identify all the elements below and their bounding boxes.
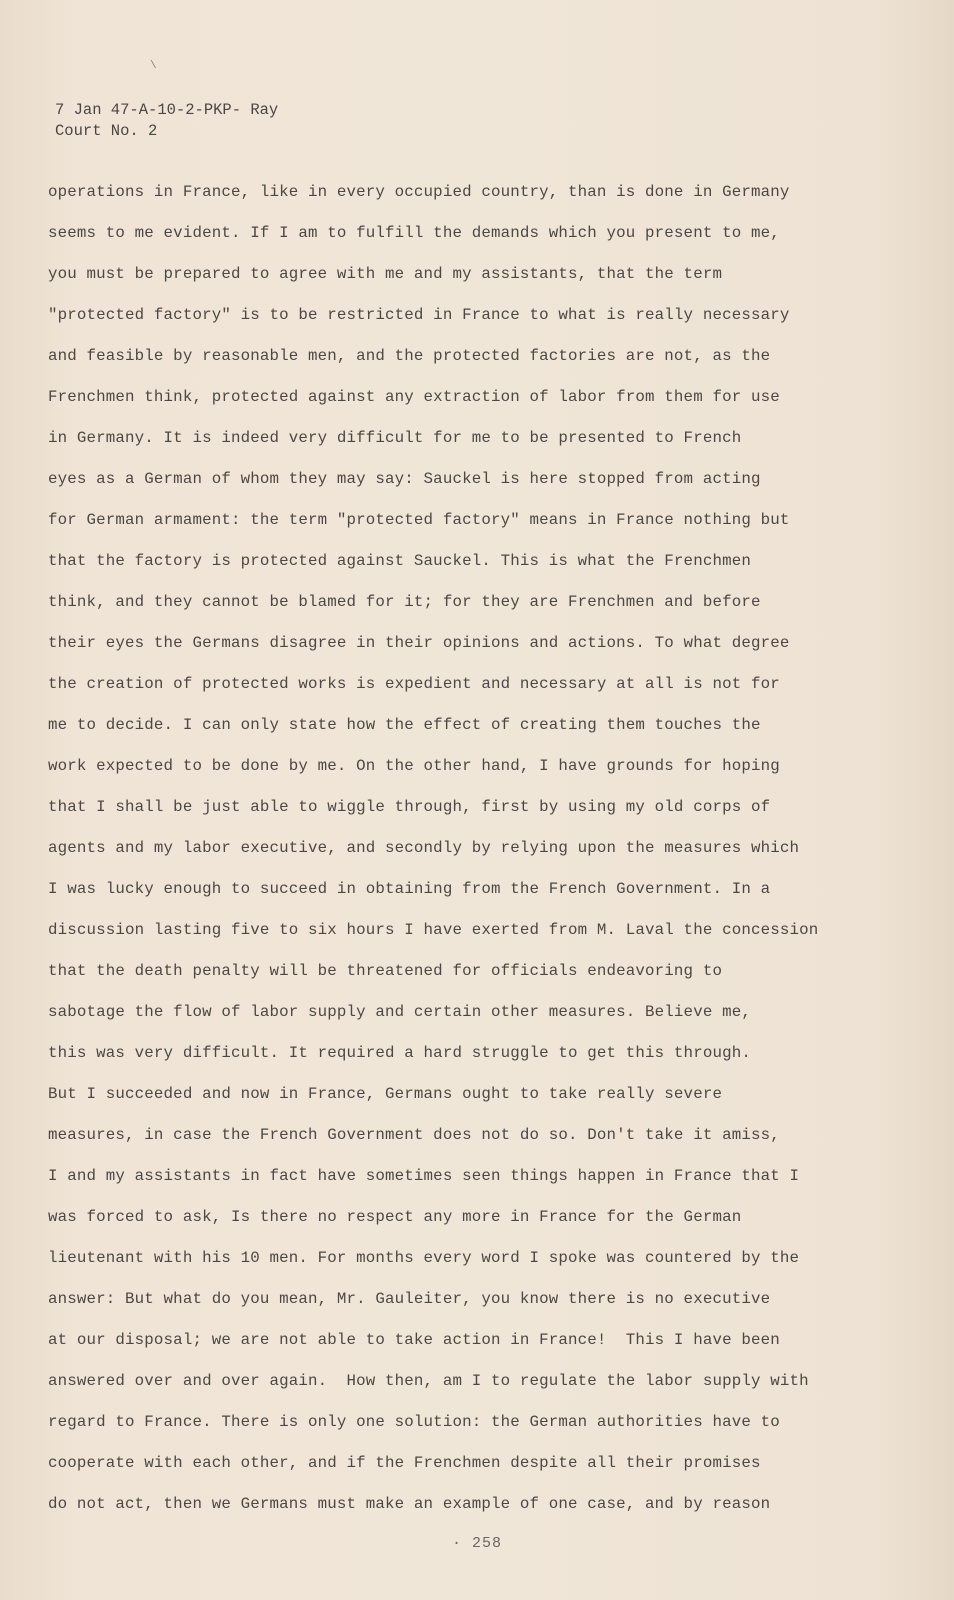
header-court: Court No. 2 xyxy=(55,122,158,140)
margin-mark: \ xyxy=(150,60,157,72)
text-line: But I succeeded and now in France, Germans ought to take really severe xyxy=(48,1085,723,1103)
text-line: answer: But what do you mean, Mr. Gauleiter, you know there is no executive xyxy=(48,1290,771,1308)
header-reference: 7 Jan 47-A-10-2-PKP- Ray xyxy=(55,101,279,119)
text-line: regard to France. There is only one solution: the German authorities have to xyxy=(48,1413,780,1431)
text-line: for German armament: the term "protected factory" means in France nothing but xyxy=(48,511,790,529)
text-line: answered over and over again. How then, am I to regulate the labor supply with xyxy=(48,1372,809,1390)
text-line: I was lucky enough to succeed in obtaining from the French Government. In a xyxy=(48,880,771,898)
text-line: that the factory is protected against Sauckel. This is what the Frenchmen xyxy=(48,552,751,570)
text-line: was forced to ask, Is there no respect any more in France for the German xyxy=(48,1208,742,1226)
text-line: their eyes the Germans disagree in their opinions and actions. To what degree xyxy=(48,634,790,652)
text-line: agents and my labor executive, and secondly by relying upon the measures which xyxy=(48,839,800,857)
text-line: I and my assistants in fact have sometimes seen things happen in France that I xyxy=(48,1167,800,1185)
text-line: operations in France, like in every occupied country, than is done in Germany xyxy=(48,183,790,201)
text-line: think, and they cannot be blamed for it; for they are Frenchmen and before xyxy=(48,593,761,611)
text-line: the creation of protected works is expedient and necessary at all is not for xyxy=(48,675,780,693)
text-line: "protected factory" is to be restricted in France to what is really necessary xyxy=(48,306,790,324)
text-line: lieutenant with his 10 men. For months every word I spoke was countered by the xyxy=(48,1249,800,1267)
page-number: · 258 xyxy=(451,1535,502,1552)
text-line: sabotage the flow of labor supply and certain other measures. Believe me, xyxy=(48,1003,751,1021)
text-line: you must be prepared to agree with me and my assistants, that the term xyxy=(48,265,723,283)
text-line: cooperate with each other, and if the Frenchmen despite all their promises xyxy=(48,1454,761,1472)
body-text xyxy=(48,180,908,1533)
text-line: at our disposal; we are not able to take action in France! This I have been xyxy=(48,1331,780,1349)
text-line: in Germany. It is indeed very difficult for me to be presented to French xyxy=(48,429,742,447)
text-line: that the death penalty will be threatened for officials endeavoring to xyxy=(48,962,723,980)
text-line: seems to me evident. If I am to fulfill the demands which you present to me, xyxy=(48,224,780,242)
text-line: work expected to be done by me. On the other hand, I have grounds for hoping xyxy=(48,757,780,775)
text-line: discussion lasting five to six hours I have exerted from M. Laval the concession xyxy=(48,921,819,939)
text-line: do not act, then we Germans must make an example of one case, and by reason xyxy=(48,1495,771,1513)
text-line: and feasible by reasonable men, and the protected factories are not, as the xyxy=(48,347,771,365)
text-line: eyes as a German of whom they may say: Sauckel is here stopped from acting xyxy=(48,470,761,488)
text-line: me to decide. I can only state how the effect of creating them touches the xyxy=(48,716,761,734)
text-line: measures, in case the French Government does not do so. Don't take it amiss, xyxy=(48,1126,780,1144)
document-header xyxy=(55,100,278,142)
text-line: Frenchmen think, protected against any extraction of labor from them for use xyxy=(48,388,780,406)
text-line: this was very difficult. It required a hard struggle to get this through. xyxy=(48,1044,751,1062)
text-line: that I shall be just able to wiggle through, first by using my old corps of xyxy=(48,798,771,816)
